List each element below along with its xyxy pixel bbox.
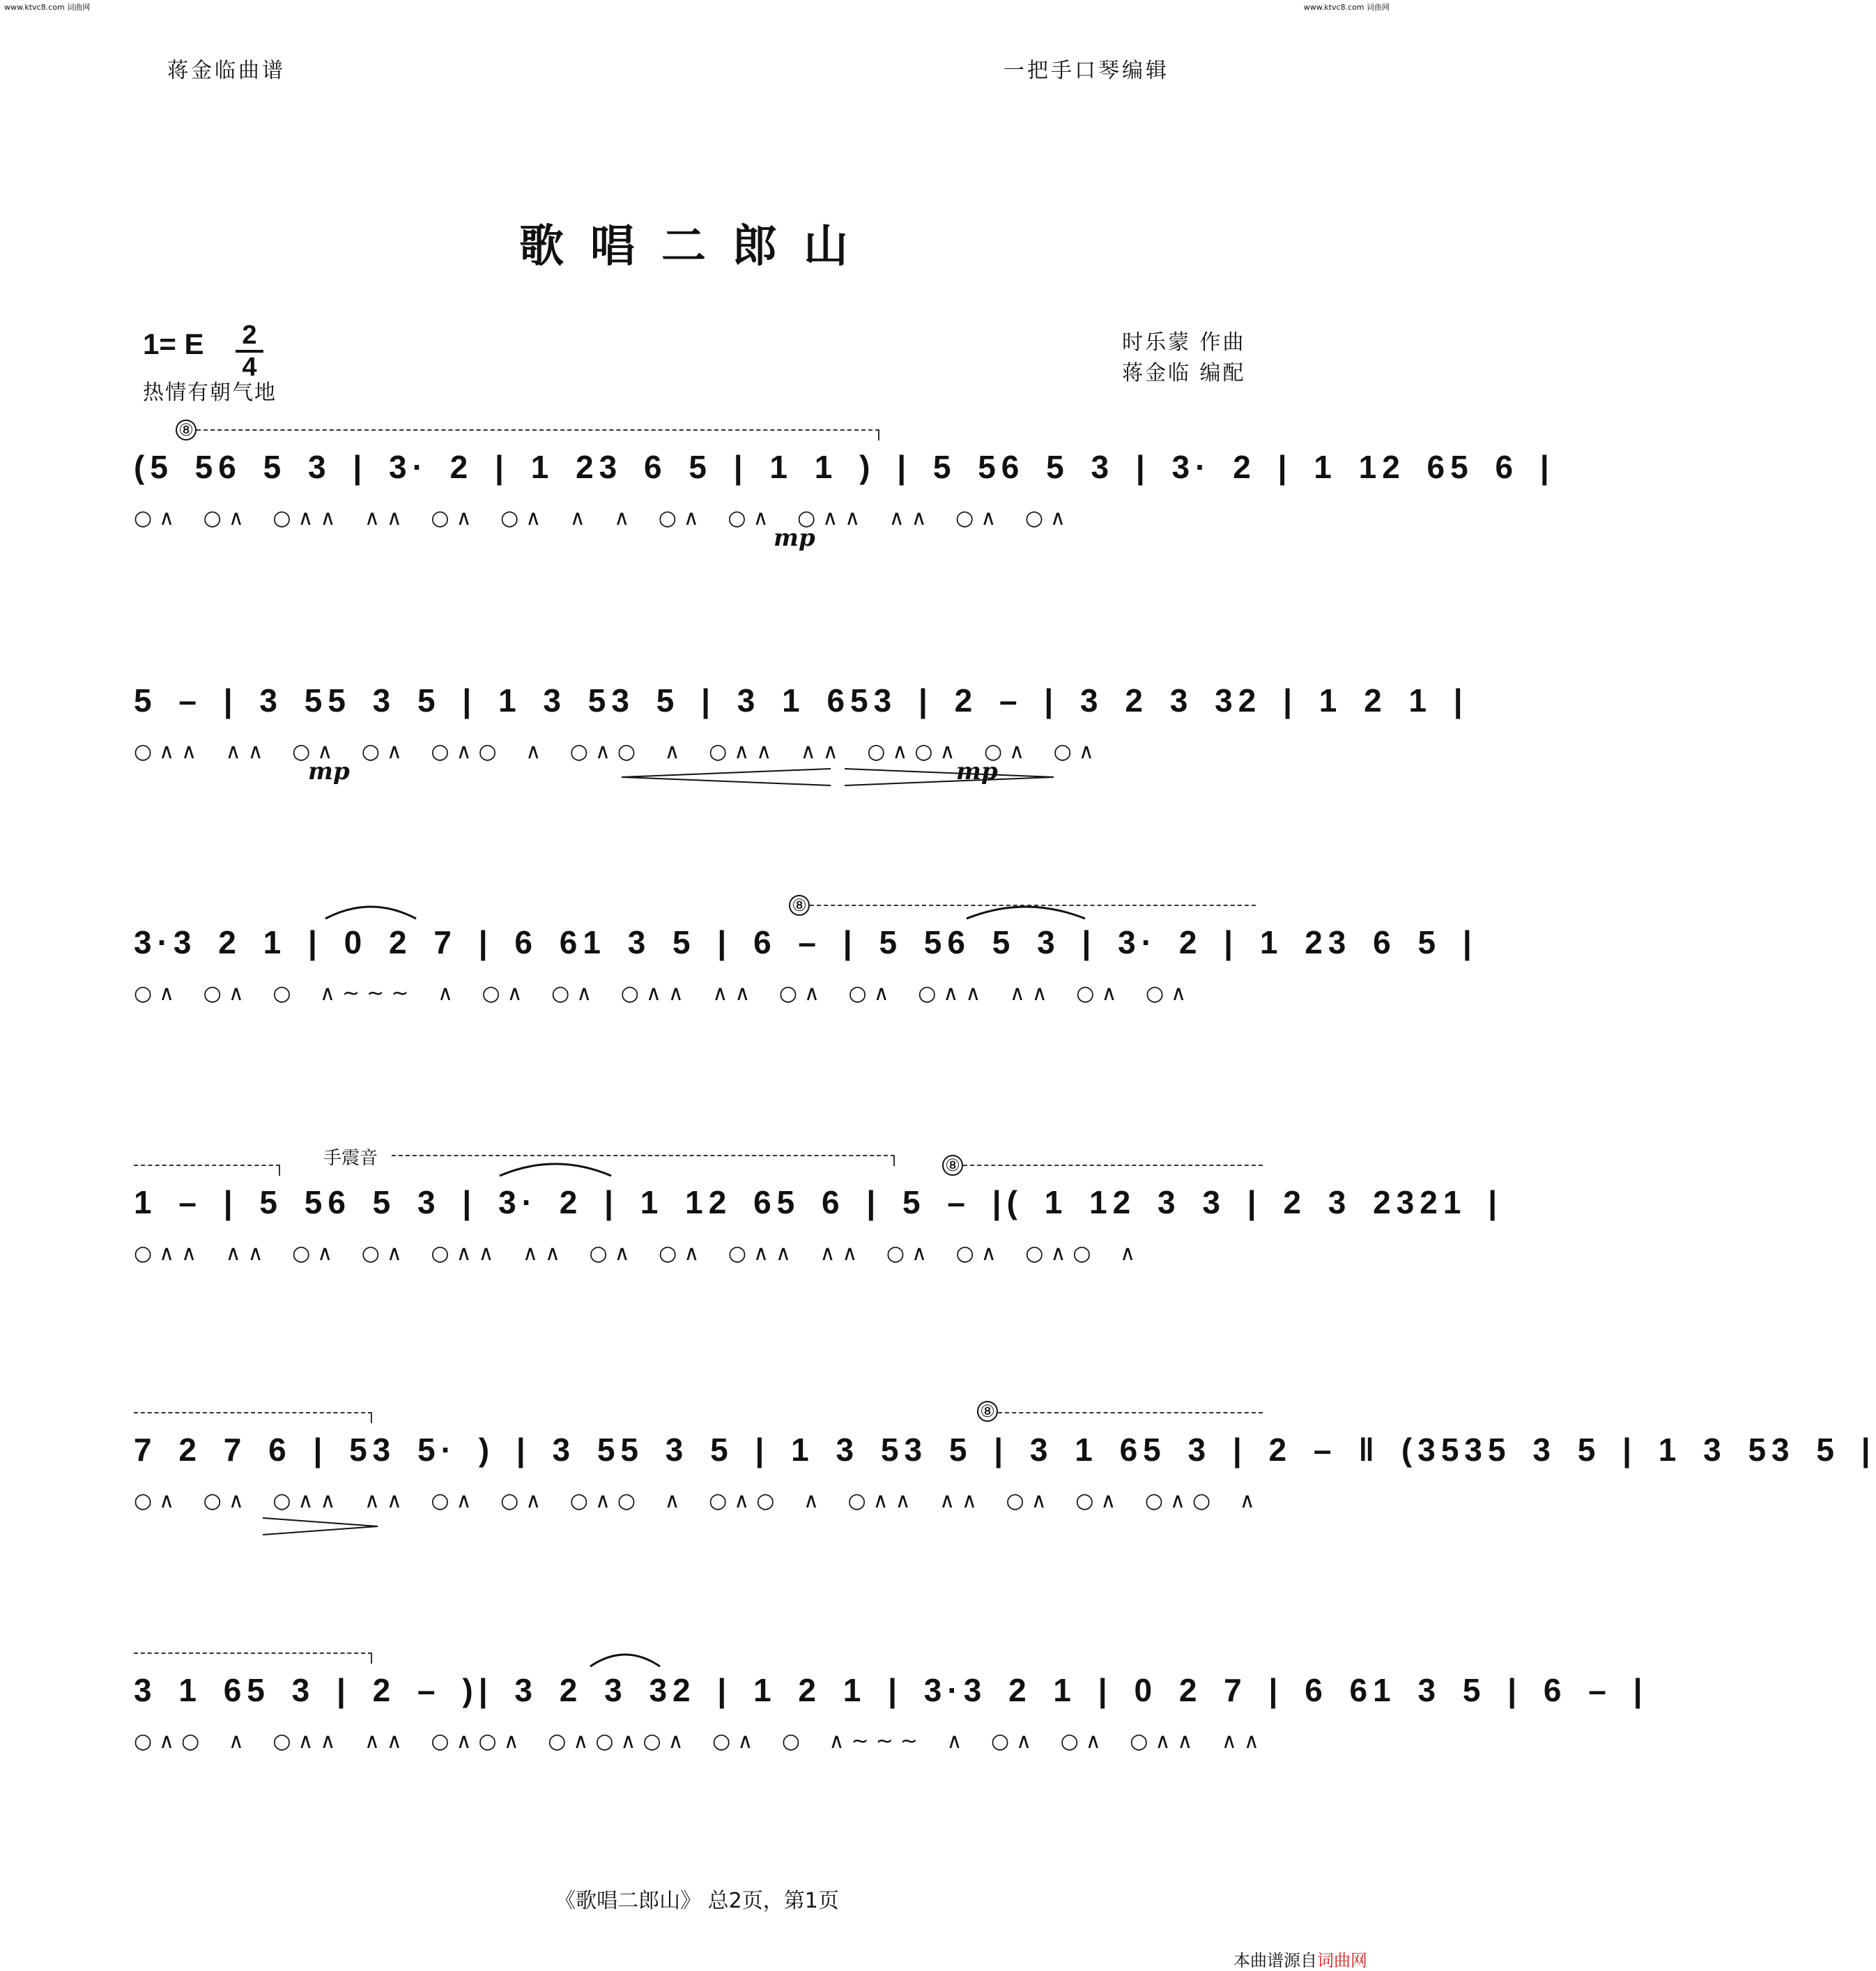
dynamic-mark: mp xyxy=(774,524,815,552)
notation-line: 7 2 7 6 | 53 5· ) | 3 55 3 5 | 1 3 53 5 | 3 1 65 3 | 2 – ‖ (3535 3 5 | 1 3 53 5 | xyxy=(134,1432,1876,1468)
source-prefix: 本曲谱源自 xyxy=(1233,1951,1317,1970)
notation-line: 5 – | 3 55 3 5 | 1 3 53 5 | 3 1 653 | 2 – | 3 2 3 32 | 1 2 1 | xyxy=(134,682,1468,719)
harmonica-line: ○∧∧ ∧∧ ○∧ ○∧ ○∧○ ∧ ○∧○ ∧ ○∧∧ ∧∧ ○∧○∧ ○∧ ○∧ xyxy=(134,739,1101,764)
notation-line: (5 56 5 3 | 3· 2 | 1 23 6 5 | 1 1 ) | 5 56 5 3 | 3· 2 | 1 12 65 6 | xyxy=(134,449,1555,485)
slur xyxy=(963,900,1089,921)
tremolo-bracket xyxy=(197,429,879,440)
tremolo-bracket xyxy=(134,1652,372,1664)
circle-mark: ⑧ xyxy=(977,1401,998,1422)
composer-credit: 时乐蒙 作曲 xyxy=(1122,330,1246,355)
circle-mark: ⑧ xyxy=(942,1155,963,1176)
tremolo-bracket xyxy=(392,1155,895,1166)
notation-line: 3 1 65 3 | 2 – )| 3 2 3 32 | 1 2 1 | 3·3 2 1 | 0 2 7 | 6 61 3 5 | 6 – | xyxy=(134,1672,1648,1708)
tremolo-bracket xyxy=(963,1165,1263,1166)
harmonica-line: ○∧○ ∧ ○∧∧ ∧∧ ○∧○∧ ○∧○∧○∧ ○∧ ○ ∧~~~ ∧ ○∧ ○∧ ○∧∧ ∧∧ xyxy=(134,1729,1266,1754)
time-signature-bottom: 4 xyxy=(242,353,257,382)
harmonica-line: ○∧ ○∧ ○∧∧ ∧∧ ○∧ ○∧ ∧ ∧ ○∧ ○∧ ○∧∧ ∧∧ ○∧ ○∧ xyxy=(134,506,1072,530)
score-system-3 xyxy=(134,896,1477,1033)
song-title: 歌唱二郎山 xyxy=(519,220,875,273)
dynamic-mark: mp xyxy=(308,758,350,785)
score-system-1 xyxy=(134,420,1555,558)
tremolo-bracket xyxy=(134,1165,280,1176)
source-credit xyxy=(1233,1947,1367,1971)
notation-line: 1 – | 5 56 5 3 | 3· 2 | 1 12 65 6 | 5 – |( 1 12 3 3 | 2 3 2321 | xyxy=(134,1184,1503,1220)
page-footer: 《歌唱二郎山》 总2页，第1页 xyxy=(555,1889,839,1913)
harmonica-line: ○∧ ○∧ ○∧∧ ∧∧ ○∧ ○∧ ○∧○ ∧ ○∧○ ∧ ○∧∧ ∧∧ ○∧ ○∧ ○∧○ ∧ xyxy=(134,1489,1262,1513)
score-system-4 xyxy=(134,1148,1503,1293)
slur xyxy=(322,900,420,921)
header-right: 一把手口琴编辑 xyxy=(1004,59,1169,83)
header-left: 蒋金临曲谱 xyxy=(167,59,286,83)
circle-mark: ⑧ xyxy=(789,895,810,916)
slur xyxy=(587,1648,663,1669)
notation-line: 3·3 2 1 | 0 2 7 | 6 61 3 5 | 6 – | 5 56 5 3 | 3· 2 | 1 23 6 5 | xyxy=(134,924,1477,960)
site-url-right: www.ktvc8.com 词曲网 xyxy=(1303,3,1390,12)
key-signature: 1= E xyxy=(143,328,204,360)
crescendo-decrescendo xyxy=(622,767,1075,788)
arranger-credit: 蒋金临 编配 xyxy=(1122,361,1246,385)
harmonica-line: ○∧ ○∧ ○ ∧~~~ ∧ ○∧ ○∧ ○∧∧ ∧∧ ○∧ ○∧ ○∧∧ ∧∧ ○∧ ○∧ xyxy=(134,981,1194,1006)
dynamic-mark: mp xyxy=(956,758,998,785)
slur xyxy=(496,1158,615,1179)
time-signature xyxy=(236,322,263,381)
tremolo-bracket xyxy=(134,1412,372,1423)
score-system-6 xyxy=(134,1669,1648,1781)
harmonica-line: ○∧∧ ∧∧ ○∧ ○∧ ○∧∧ ∧∧ ○∧ ○∧ ○∧∧ ∧∧ ○∧ ○∧ ○∧○ ∧ xyxy=(134,1241,1143,1266)
score-system-2 xyxy=(134,680,1468,791)
site-url-left: www.ktvc8.com 词曲网 xyxy=(4,3,91,12)
score-system-5 xyxy=(134,1402,1876,1540)
circle-mark: ⑧ xyxy=(176,420,197,440)
source-brand: 词曲网 xyxy=(1317,1951,1367,1970)
decrescendo xyxy=(259,1517,385,1537)
tremolo-label: 手震音 xyxy=(323,1148,378,1169)
tempo-marking: 热情有朝气地 xyxy=(143,381,277,405)
tremolo-bracket xyxy=(998,1412,1263,1413)
time-signature-top: 2 xyxy=(242,321,257,350)
